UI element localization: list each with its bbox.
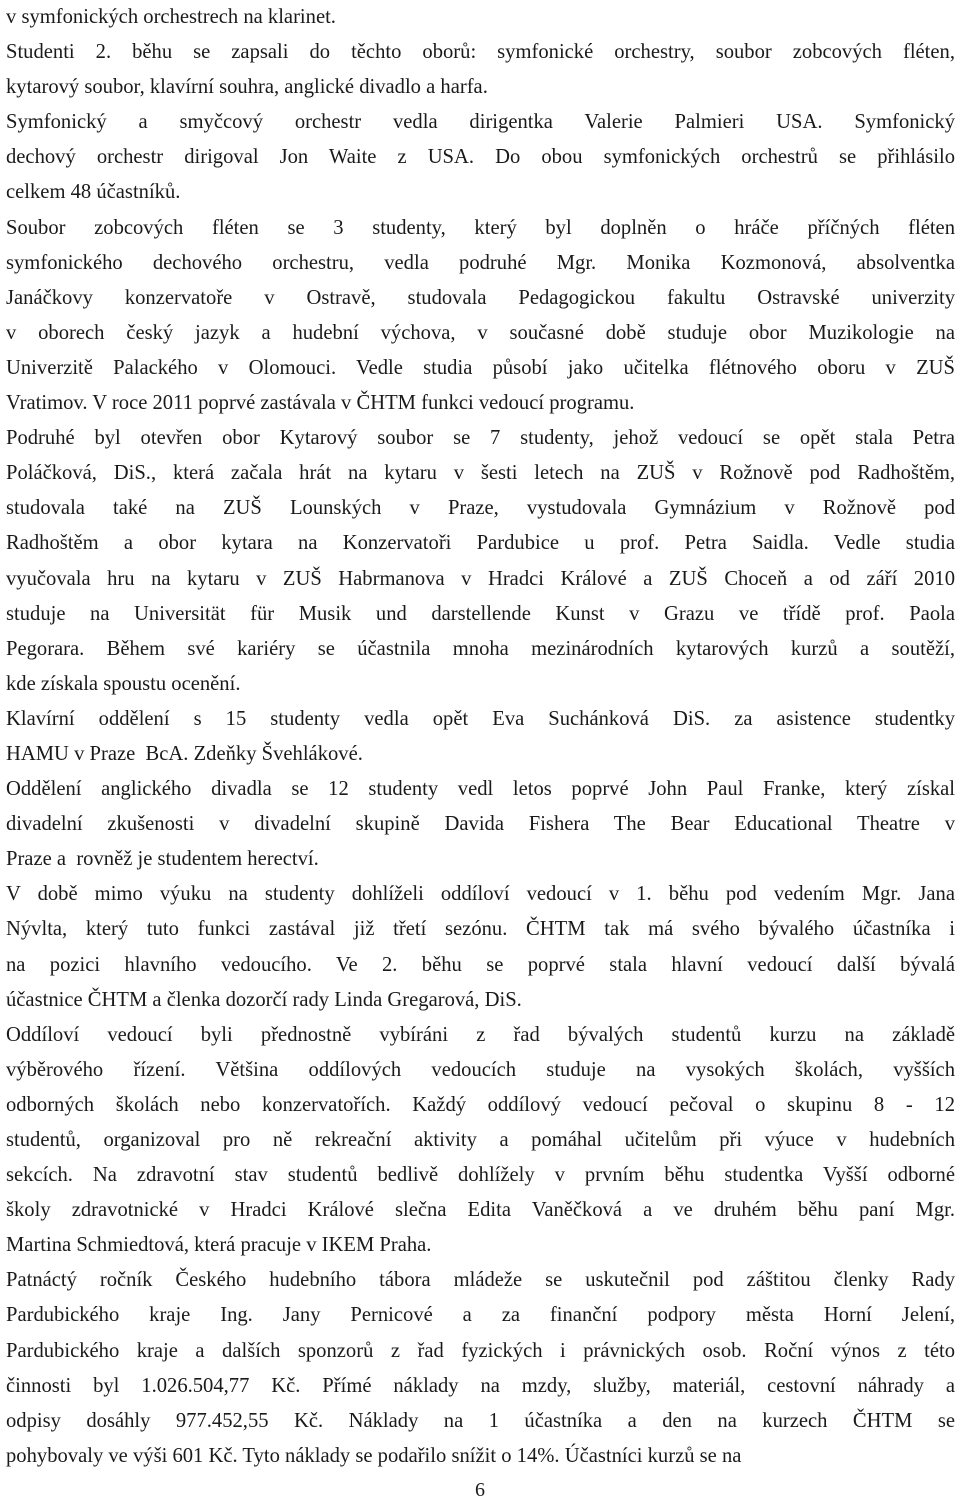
page-number: 6	[475, 1479, 485, 1501]
text-line: celkem 48 účastníků.	[6, 181, 181, 204]
text-line: v symfonických orchestrech na klarinet.	[6, 6, 336, 28]
text-line: Oddíloví vedoucí byli přednostně vybíráni z řad bývalých studentů kurzu na základě	[6, 1023, 955, 1046]
text-line: Radhoštěm a obor kytara na Konzervatoři Pardubice u prof. Petra Saidla. Vedle studia	[6, 532, 955, 555]
text-line: pohybovaly ve výši 601 Kč. Tyto náklady se podařilo snížit o 14%. Účastníci kurzů se na	[6, 1444, 742, 1467]
text-line: výběrového řízení. Většina oddílových vedoucích studuje na vysokých školách, vyšších	[6, 1058, 955, 1081]
text-line: Vratimov. V roce 2011 poprvé zastávala v ČHTM funkci vedoucí programu.	[6, 392, 635, 415]
paragraph	[6, 211, 955, 422]
text-line: Podruhé byl otevřen obor Kytarový soubor se 7 studenty, jehož vedoucí se opět stala Petra	[6, 427, 955, 450]
text-line: studuje na Universität für Musik und darstellende Kunst v Grazu ve třídě prof. Paola	[6, 602, 955, 625]
text-line: Patnáctý ročník Českého hudebního tábora mládeže se uskutečnil pod záštitou členky Rady	[6, 1269, 955, 1292]
text-line: Soubor zobcových fléten se 3 studenty, který byl doplněn o hráče příčných fléten	[6, 216, 955, 239]
text-line: Janáčkovy konzervatoře v Ostravě, studovala Pedagogickou fakultu Ostravské univerzity	[6, 286, 955, 309]
text-line: na pozici hlavního vedoucího. Ve 2. běhu se poprvé stala hlavní vedoucí další bývalá	[6, 953, 955, 976]
paragraph	[6, 105, 955, 210]
text-line: kde získala spoustu ocenění.	[6, 672, 241, 695]
paragraph	[6, 1263, 955, 1474]
text-line: Martina Schmiedtová, která pracuje v IKEM Praha.	[6, 1234, 432, 1257]
text-line: dechový orchestr dirigoval Jon Waite z USA. Do obou symfonických orchestrů se přihlásilo	[6, 146, 955, 169]
text-line: Nývlta, který tuto funkci zastával již třetí sezónu. ČHTM tak má svého bývalého účastníka i	[6, 918, 955, 941]
text-line: Pardubického kraje Ing. Jany Pernicové a za finanční podpory města Horní Jelení,	[6, 1304, 955, 1327]
paragraph	[6, 35, 955, 105]
text-line: Pardubického kraje a dalších sponzorů z řad fyzických i právnických osob. Roční výnos z této	[6, 1339, 955, 1362]
text-line: činnosti byl 1.026.504,77 Kč. Přímé náklady na mzdy, služby, materiál, cestovní náhrady a	[6, 1374, 955, 1397]
text-line: školy zdravotnické v Hradci Králové slečna Edita Vaněčková a ve druhém běhu paní Mgr.	[6, 1199, 955, 1222]
text-line: odborných školách nebo konzervatořích. Každý oddílový vedoucí pečoval o skupinu 8 - 12	[6, 1093, 955, 1116]
text-line: kytarový soubor, klavírní souhra, anglické divadlo a harfa.	[6, 76, 488, 99]
text-line: studentů, organizoval pro ně rekreační aktivity a pomáhal učitelům při výuce v hudebních	[6, 1129, 955, 1151]
text-line: V době mimo výuku na studenty dohlíželi oddíloví vedoucí v 1. běhu pod vedením Mgr. Jana	[6, 883, 955, 906]
text-line: Studenti 2. běhu se zapsali do těchto oborů: symfonické orchestry, soubor zobcových fléten,	[6, 41, 955, 64]
paragraph	[6, 877, 955, 1017]
text-line: odpisy dosáhly 977.452,55 Kč. Náklady na 1 účastníka a den na kurzech ČHTM se	[6, 1409, 955, 1432]
text-line: HAMU v Praze BcA. Zdeňky Švehlákové.	[6, 742, 363, 765]
text-line: Oddělení anglického divadla se 12 studenty vedl letos poprvé John Paul Franke, který získal	[6, 778, 955, 801]
text-line: Poláčková, DiS., která začala hrát na kytaru v šesti letech na ZUŠ v Rožnově pod Radhoštěm,	[6, 462, 955, 485]
paragraph	[6, 0, 955, 35]
text-line: Pegorara. Během své kariéry se účastnila mnoha mezinárodních kytarových kurzů a soutěží,	[6, 637, 955, 660]
paragraph	[6, 421, 955, 702]
text-line: Symfonický a smyčcový orchestr vedla dirigentka Valerie Palmieri USA. Symfonický	[6, 111, 955, 134]
body-text	[6, 0, 955, 1474]
text-line: Praze a rovněž je studentem herectví.	[6, 848, 319, 871]
text-line: v oborech český jazyk a hudební výchova, v současné době studuje obor Muzikologie na	[6, 321, 955, 344]
paragraph	[6, 702, 955, 772]
text-line: vyučovala hru na kytaru v ZUŠ Habrmanova v Hradci Králové a ZUŠ Choceň a od září 2010	[6, 567, 955, 590]
text-line: účastnice ČHTM a členka dozorčí rady Linda Gregarová, DiS.	[6, 988, 522, 1011]
text-line: sekcích. Na zdravotní stav studentů bedlivě dohlížely v prvním běhu studentka Vyšší odborné	[6, 1164, 955, 1187]
paragraph	[6, 1018, 955, 1264]
text-line: Univerzitě Palackého v Olomouci. Vedle studia působí jako učitelka flétnového oboru v ZUŠ	[6, 356, 955, 379]
text-line: symfonického dechového orchestru, vedla podruhé Mgr. Monika Kozmonová, absolventka	[6, 251, 955, 274]
paragraph	[6, 772, 955, 877]
text-line: studovala také na ZUŠ Lounských v Praze, vystudovala Gymnázium v Rožnově pod	[6, 497, 955, 520]
text-line: Klavírní oddělení s 15 studenty vedla opět Eva Suchánková DiS. za asistence studentky	[6, 707, 955, 730]
text-line: divadelní zkušenosti v divadelní skupině Davida Fishera The Bear Educational Theatre v	[6, 813, 955, 836]
